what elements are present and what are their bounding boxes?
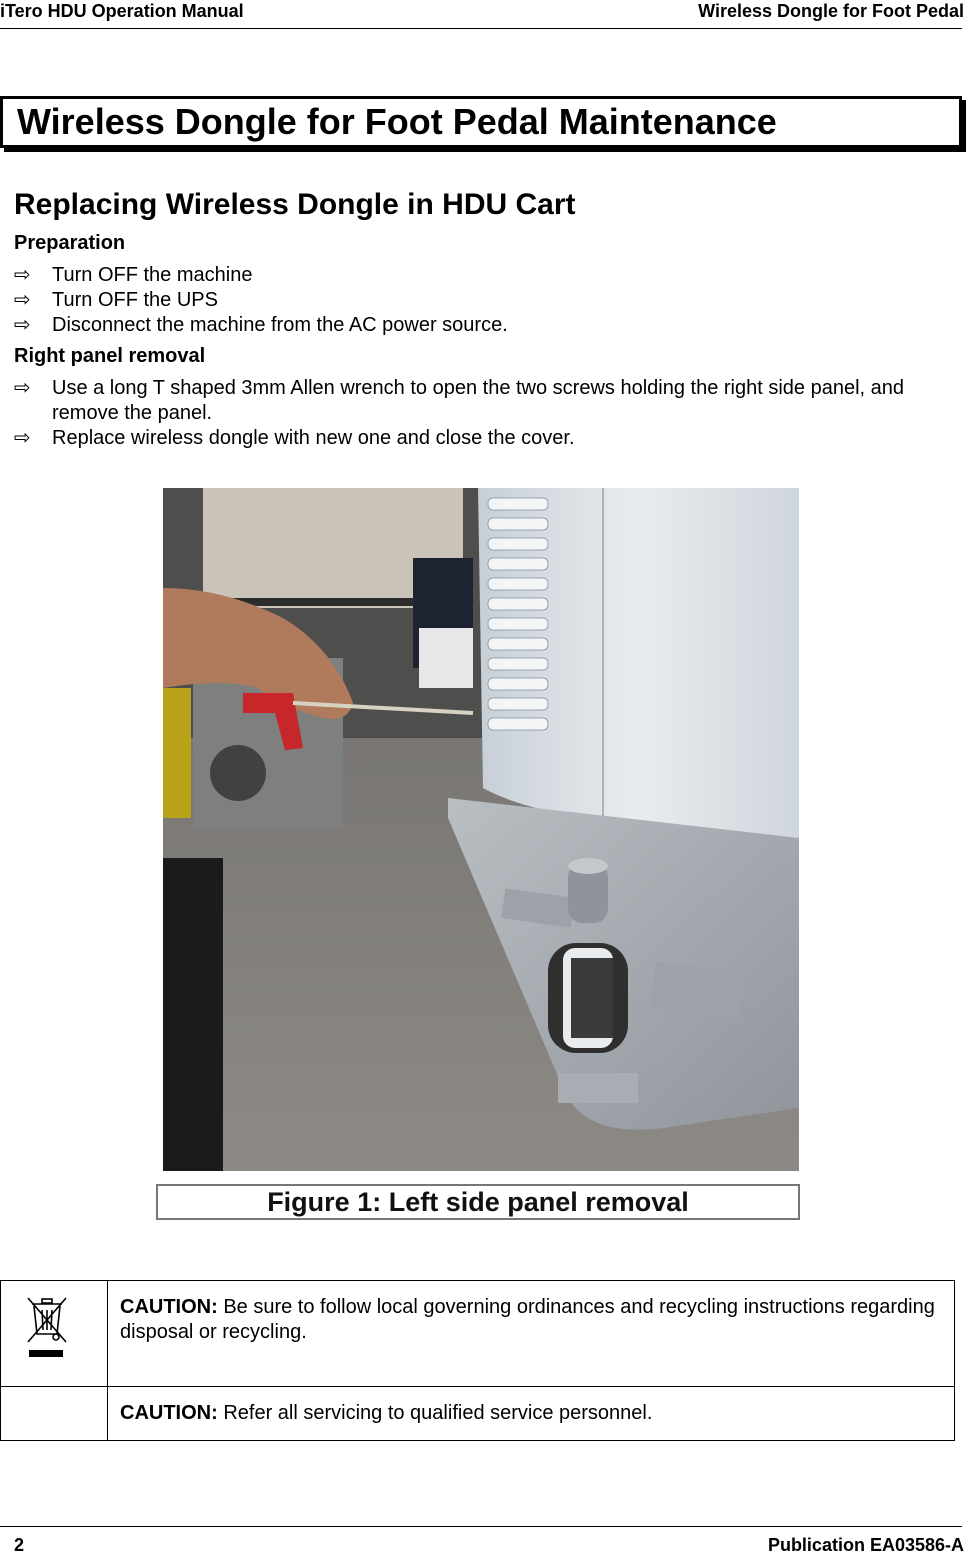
removal-list (14, 376, 959, 451)
list-item: ⇨ Turn OFF the UPS (14, 289, 218, 311)
table-row (1, 1281, 955, 1387)
list-item: ⇨ Use a long T shaped 3mm Allen wrench to open the two screws holding the right side panel, and remove the panel. (14, 377, 905, 424)
caution-label: CAUTION: (120, 1402, 218, 1424)
caution-label: CAUTION: (120, 1296, 218, 1318)
publication-number: Publication EA03586-A (767, 1535, 964, 1555)
header-manual-title: iTero HDU Operation Manual (0, 1, 244, 21)
weee-crossed-bin-icon (2, 1282, 106, 1378)
header-divider (0, 28, 962, 29)
caution-text: Refer all servicing to qualified service personnel. (217, 1402, 653, 1424)
arrow-bullet-icon: ⇨ (14, 377, 31, 399)
caution-text-cell (108, 1387, 955, 1441)
figure-caption: Figure 1: Left side panel removal (156, 1184, 800, 1220)
list-item: ⇨ Replace wireless dongle with new one and close the cover. (14, 427, 575, 449)
page-number: 2 (14, 1535, 25, 1555)
caution-icon-cell (1, 1281, 108, 1387)
page-title: Wireless Dongle for Foot Pedal Maintenance (17, 101, 777, 142)
footer-divider (0, 1526, 962, 1527)
arrow-bullet-icon: ⇨ (14, 427, 31, 449)
preparation-list (14, 263, 954, 338)
preparation-heading: Preparation (14, 232, 126, 254)
arrow-bullet-icon: ⇨ (14, 264, 31, 286)
panel-removal-photo (163, 488, 799, 1171)
section-heading: Replacing Wireless Dongle in HDU Cart (14, 188, 576, 221)
caution-text: Be sure to follow local governing ordinances and recycling instructions regarding disposal or recycling. (120, 1296, 935, 1343)
caution-text-cell (108, 1281, 955, 1387)
header-section-title: Wireless Dongle for Foot Pedal (698, 1, 964, 21)
arrow-bullet-icon: ⇨ (14, 314, 31, 336)
removal-heading: Right panel removal (14, 345, 206, 367)
caution-table (0, 1280, 955, 1441)
list-item: ⇨ Turn OFF the machine (14, 264, 253, 286)
table-row (1, 1387, 955, 1441)
arrow-bullet-icon: ⇨ (14, 289, 31, 311)
page-title-box (0, 96, 962, 148)
caution-icon-cell-empty (1, 1387, 108, 1441)
list-item: ⇨ Disconnect the machine from the AC power source. (14, 314, 508, 336)
